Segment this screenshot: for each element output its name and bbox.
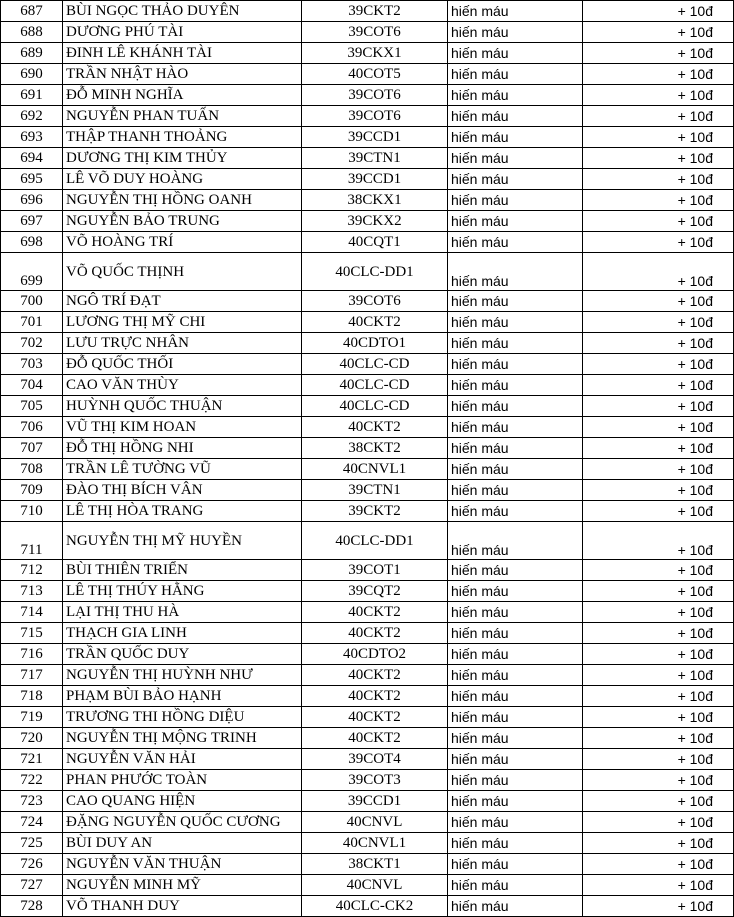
- table-row: [1, 686, 734, 707]
- class-code-cell: 40CKT2: [302, 623, 448, 644]
- activity-cell: hiến máu: [448, 728, 583, 749]
- class-code-cell: 39CKX1: [302, 43, 448, 64]
- activity-cell: hiến máu: [448, 190, 583, 211]
- class-code-cell: 39CKT2: [302, 1, 448, 22]
- activity-cell: hiến máu: [448, 522, 583, 560]
- student-name-cell: ĐỖ QUỐC THỐI: [63, 354, 302, 375]
- table-row: [1, 560, 734, 581]
- student-name-cell: NGUYỄN THỊ HUỲNH NHƯ: [63, 665, 302, 686]
- class-code-cell: 39CQT2: [302, 581, 448, 602]
- points-cell: + 10đ: [583, 644, 734, 665]
- class-code-cell: 40CLC-CD: [302, 375, 448, 396]
- row-number-cell: 698: [1, 232, 63, 253]
- points-cell: + 10đ: [583, 459, 734, 480]
- row-number-cell: 697: [1, 211, 63, 232]
- table-row: [1, 43, 734, 64]
- row-number-cell: 690: [1, 64, 63, 85]
- points-cell: + 10đ: [583, 375, 734, 396]
- student-name-cell: TRẦN LÊ TƯỜNG VŨ: [63, 459, 302, 480]
- activity-cell: hiến máu: [448, 770, 583, 791]
- activity-cell: hiến máu: [448, 232, 583, 253]
- class-code-cell: 39CCD1: [302, 791, 448, 812]
- student-name-cell: LÊ THỊ HÒA TRANG: [63, 501, 302, 522]
- activity-cell: hiến máu: [448, 686, 583, 707]
- activity-cell: hiến máu: [448, 438, 583, 459]
- student-name-cell: NGÔ TRÍ ĐẠT: [63, 291, 302, 312]
- table-row: [1, 728, 734, 749]
- table-row: [1, 644, 734, 665]
- points-cell: + 10đ: [583, 43, 734, 64]
- table-row: [1, 312, 734, 333]
- student-name-cell: LẠI THỊ THU HÀ: [63, 602, 302, 623]
- class-code-cell: 39CKX2: [302, 211, 448, 232]
- table-row: [1, 211, 734, 232]
- row-number-cell: 712: [1, 560, 63, 581]
- student-name-cell: CAO QUANG HIỆN: [63, 791, 302, 812]
- activity-cell: hiến máu: [448, 812, 583, 833]
- row-number-cell: 717: [1, 665, 63, 686]
- student-name-cell: HUỲNH QUỐC THUẬN: [63, 396, 302, 417]
- student-name-cell: BÙI DUY AN: [63, 833, 302, 854]
- activity-cell: hiến máu: [448, 375, 583, 396]
- row-number-cell: 695: [1, 169, 63, 190]
- activity-cell: hiến máu: [448, 253, 583, 291]
- row-number-cell: 701: [1, 312, 63, 333]
- activity-cell: hiến máu: [448, 581, 583, 602]
- table-row: [1, 770, 734, 791]
- student-name-cell: TRẦN NHẬT HÀO: [63, 64, 302, 85]
- points-cell: + 10đ: [583, 480, 734, 501]
- class-code-cell: 40CKT2: [302, 728, 448, 749]
- table-row: [1, 64, 734, 85]
- table-row: [1, 833, 734, 854]
- activity-cell: hiến máu: [448, 480, 583, 501]
- class-code-cell: 40CDTO1: [302, 333, 448, 354]
- table-row: [1, 148, 734, 169]
- row-number-cell: 688: [1, 22, 63, 43]
- activity-cell: hiến máu: [448, 854, 583, 875]
- row-number-cell: 693: [1, 127, 63, 148]
- row-number-cell: 718: [1, 686, 63, 707]
- class-code-cell: 39COT6: [302, 106, 448, 127]
- activity-cell: hiến máu: [448, 312, 583, 333]
- class-code-cell: 40COT5: [302, 64, 448, 85]
- activity-cell: hiến máu: [448, 354, 583, 375]
- class-code-cell: 40CKT2: [302, 602, 448, 623]
- class-code-cell: 38CKX1: [302, 190, 448, 211]
- student-name-cell: LƯU TRỰC NHÂN: [63, 333, 302, 354]
- student-name-cell: BÙI NGỌC THẢO DUYÊN: [63, 1, 302, 22]
- table-row: [1, 106, 734, 127]
- points-cell: + 10đ: [583, 169, 734, 190]
- table-row: [1, 417, 734, 438]
- points-cell: + 10đ: [583, 438, 734, 459]
- class-code-cell: 40CKT2: [302, 686, 448, 707]
- row-number-cell: 703: [1, 354, 63, 375]
- activity-cell: hiến máu: [448, 623, 583, 644]
- row-number-cell: 696: [1, 190, 63, 211]
- class-code-cell: 40CKT2: [302, 665, 448, 686]
- row-number-cell: 713: [1, 581, 63, 602]
- points-cell: + 10đ: [583, 833, 734, 854]
- class-code-cell: 39COT6: [302, 85, 448, 106]
- class-code-cell: 39CKT2: [302, 501, 448, 522]
- class-code-cell: 40CLC-CD: [302, 396, 448, 417]
- student-name-cell: DƯƠNG PHÚ TÀI: [63, 22, 302, 43]
- row-number-cell: 721: [1, 749, 63, 770]
- student-name-cell: PHAN PHƯỚC TOÀN: [63, 770, 302, 791]
- activity-cell: hiến máu: [448, 560, 583, 581]
- points-cell: + 10đ: [583, 791, 734, 812]
- student-name-cell: ĐỖ MINH NGHĨA: [63, 85, 302, 106]
- class-code-cell: 40CQT1: [302, 232, 448, 253]
- activity-cell: hiến máu: [448, 85, 583, 106]
- class-code-cell: 40CLC-DD1: [302, 522, 448, 560]
- student-name-cell: LÊ THỊ THÚY HẰNG: [63, 581, 302, 602]
- student-name-cell: LÊ VÕ DUY HOÀNG: [63, 169, 302, 190]
- table-row: [1, 232, 734, 253]
- table-row: [1, 812, 734, 833]
- student-name-cell: NGUYỄN MINH MỸ: [63, 875, 302, 896]
- activity-cell: hiến máu: [448, 665, 583, 686]
- row-number-cell: 711: [1, 522, 63, 560]
- points-cell: + 10đ: [583, 854, 734, 875]
- points-cell: + 10đ: [583, 623, 734, 644]
- student-name-cell: ĐẶNG NGUYỄN QUỐC CƯƠNG: [63, 812, 302, 833]
- activity-cell: hiến máu: [448, 459, 583, 480]
- student-name-cell: BÙI THIÊN TRIỂN: [63, 560, 302, 581]
- activity-cell: hiến máu: [448, 833, 583, 854]
- points-cell: + 10đ: [583, 875, 734, 896]
- student-name-cell: ĐỖ THỊ HỒNG NHI: [63, 438, 302, 459]
- class-code-cell: 39COT6: [302, 291, 448, 312]
- points-cell: + 10đ: [583, 333, 734, 354]
- row-number-cell: 708: [1, 459, 63, 480]
- points-cell: + 10đ: [583, 686, 734, 707]
- row-number-cell: 728: [1, 896, 63, 917]
- row-number-cell: 724: [1, 812, 63, 833]
- table-row: [1, 1, 734, 22]
- points-cell: + 10đ: [583, 354, 734, 375]
- activity-cell: hiến máu: [448, 602, 583, 623]
- activity-cell: hiến máu: [448, 707, 583, 728]
- activity-cell: hiến máu: [448, 875, 583, 896]
- class-code-cell: 40CNVL1: [302, 833, 448, 854]
- student-name-cell: ĐÀO THỊ BÍCH VÂN: [63, 480, 302, 501]
- points-cell: + 10đ: [583, 127, 734, 148]
- table-row: [1, 375, 734, 396]
- table-row: [1, 707, 734, 728]
- row-number-cell: 699: [1, 253, 63, 291]
- row-number-cell: 715: [1, 623, 63, 644]
- points-cell: + 10đ: [583, 232, 734, 253]
- student-name-cell: NGUYỄN VĂN HẢI: [63, 749, 302, 770]
- points-cell: + 10đ: [583, 560, 734, 581]
- class-code-cell: 40CKT2: [302, 417, 448, 438]
- table-row: [1, 896, 734, 917]
- student-name-cell: THẠCH GIA LINH: [63, 623, 302, 644]
- student-name-cell: NGUYỄN PHAN TUẤN: [63, 106, 302, 127]
- class-code-cell: 40CLC-CK2: [302, 896, 448, 917]
- points-cell: + 10đ: [583, 106, 734, 127]
- table-row: [1, 480, 734, 501]
- table-row: [1, 749, 734, 770]
- table-row: [1, 169, 734, 190]
- row-number-cell: 725: [1, 833, 63, 854]
- activity-cell: hiến máu: [448, 22, 583, 43]
- points-cell: + 10đ: [583, 417, 734, 438]
- points-cell: + 10đ: [583, 291, 734, 312]
- activity-cell: hiến máu: [448, 644, 583, 665]
- points-cell: + 10đ: [583, 581, 734, 602]
- class-code-cell: 39COT6: [302, 22, 448, 43]
- class-code-cell: 40CNVL: [302, 875, 448, 896]
- student-name-cell: PHẠM BÙI BẢO HẠNH: [63, 686, 302, 707]
- class-code-cell: 40CDTO2: [302, 644, 448, 665]
- points-cell: + 10đ: [583, 501, 734, 522]
- row-number-cell: 722: [1, 770, 63, 791]
- class-code-cell: 39COT3: [302, 770, 448, 791]
- row-number-cell: 689: [1, 43, 63, 64]
- table-row: [1, 22, 734, 43]
- activity-cell: hiến máu: [448, 896, 583, 917]
- activity-cell: hiến máu: [448, 1, 583, 22]
- points-cell: + 10đ: [583, 896, 734, 917]
- row-number-cell: 691: [1, 85, 63, 106]
- student-name-cell: VÕ HOÀNG TRÍ: [63, 232, 302, 253]
- class-code-cell: 38CKT1: [302, 854, 448, 875]
- points-cell: + 10đ: [583, 312, 734, 333]
- activity-cell: hiến máu: [448, 106, 583, 127]
- activity-cell: hiến máu: [448, 417, 583, 438]
- class-code-cell: 38CKT2: [302, 438, 448, 459]
- points-cell: + 10đ: [583, 253, 734, 291]
- student-name-cell: TRƯƠNG THI HỒNG DIỆU: [63, 707, 302, 728]
- row-number-cell: 702: [1, 333, 63, 354]
- student-name-cell: NGUYỄN THỊ MỸ HUYỀN: [63, 522, 302, 560]
- row-number-cell: 726: [1, 854, 63, 875]
- class-code-cell: 40CNVL: [302, 812, 448, 833]
- table-row: [1, 127, 734, 148]
- table-body: [1, 1, 734, 917]
- student-name-cell: NGUYỄN THỊ HỒNG OANH: [63, 190, 302, 211]
- activity-cell: hiến máu: [448, 791, 583, 812]
- student-name-cell: DƯƠNG THỊ KIM THỦY: [63, 148, 302, 169]
- row-number-cell: 692: [1, 106, 63, 127]
- points-cell: + 10đ: [583, 749, 734, 770]
- activity-cell: hiến máu: [448, 64, 583, 85]
- student-name-cell: VÕ QUỐC THỊNH: [63, 253, 302, 291]
- activity-cell: hiến máu: [448, 148, 583, 169]
- class-code-cell: 39COT4: [302, 749, 448, 770]
- points-cell: + 10đ: [583, 1, 734, 22]
- class-code-cell: 40CKT2: [302, 312, 448, 333]
- class-code-cell: 39CCD1: [302, 169, 448, 190]
- student-name-cell: VŨ THỊ KIM HOAN: [63, 417, 302, 438]
- points-cell: + 10đ: [583, 665, 734, 686]
- table-row: [1, 354, 734, 375]
- table-row: [1, 333, 734, 354]
- activity-cell: hiến máu: [448, 333, 583, 354]
- activity-cell: hiến máu: [448, 501, 583, 522]
- table-row: [1, 875, 734, 896]
- row-number-cell: 694: [1, 148, 63, 169]
- points-cell: + 10đ: [583, 190, 734, 211]
- points-cell: + 10đ: [583, 85, 734, 106]
- points-cell: + 10đ: [583, 211, 734, 232]
- activity-cell: hiến máu: [448, 43, 583, 64]
- row-number-cell: 700: [1, 291, 63, 312]
- table-row: [1, 602, 734, 623]
- row-number-cell: 706: [1, 417, 63, 438]
- class-code-cell: 40CKT2: [302, 707, 448, 728]
- row-number-cell: 687: [1, 1, 63, 22]
- points-cell: + 10đ: [583, 22, 734, 43]
- student-name-cell: LƯƠNG THỊ MỸ CHI: [63, 312, 302, 333]
- activity-cell: hiến máu: [448, 211, 583, 232]
- table-row: [1, 581, 734, 602]
- activity-cell: hiến máu: [448, 169, 583, 190]
- row-number-cell: 710: [1, 501, 63, 522]
- row-number-cell: 705: [1, 396, 63, 417]
- class-code-cell: 40CLC-CD: [302, 354, 448, 375]
- points-cell: + 10đ: [583, 522, 734, 560]
- table-row: [1, 522, 734, 560]
- points-cell: + 10đ: [583, 707, 734, 728]
- student-name-cell: NGUYỄN THỊ MỘNG TRINH: [63, 728, 302, 749]
- points-cell: + 10đ: [583, 728, 734, 749]
- row-number-cell: 714: [1, 602, 63, 623]
- student-name-cell: ĐINH LÊ KHÁNH TÀI: [63, 43, 302, 64]
- table-row: [1, 854, 734, 875]
- student-name-cell: TRẦN QUỐC DUY: [63, 644, 302, 665]
- row-number-cell: 716: [1, 644, 63, 665]
- student-name-cell: NGUYỄN VĂN THUẬN: [63, 854, 302, 875]
- table-row: [1, 85, 734, 106]
- row-number-cell: 720: [1, 728, 63, 749]
- table-row: [1, 291, 734, 312]
- row-number-cell: 704: [1, 375, 63, 396]
- row-number-cell: 727: [1, 875, 63, 896]
- student-name-cell: VÕ THANH DUY: [63, 896, 302, 917]
- row-number-cell: 719: [1, 707, 63, 728]
- table-row: [1, 253, 734, 291]
- activity-cell: hiến máu: [448, 749, 583, 770]
- activity-cell: hiến máu: [448, 291, 583, 312]
- student-name-cell: NGUYỄN BẢO TRUNG: [63, 211, 302, 232]
- student-name-cell: THẬP THANH THOẢNG: [63, 127, 302, 148]
- points-cell: + 10đ: [583, 64, 734, 85]
- row-number-cell: 723: [1, 791, 63, 812]
- points-cell: + 10đ: [583, 770, 734, 791]
- table-row: [1, 501, 734, 522]
- class-code-cell: 39COT1: [302, 560, 448, 581]
- table-row: [1, 190, 734, 211]
- class-code-cell: 39CTN1: [302, 148, 448, 169]
- student-name-cell: CAO VĂN THÙY: [63, 375, 302, 396]
- row-number-cell: 709: [1, 480, 63, 501]
- points-cell: + 10đ: [583, 396, 734, 417]
- points-cell: + 10đ: [583, 602, 734, 623]
- table-row: [1, 459, 734, 480]
- table-row: [1, 791, 734, 812]
- points-cell: + 10đ: [583, 812, 734, 833]
- class-code-cell: 39CCD1: [302, 127, 448, 148]
- points-cell: + 10đ: [583, 148, 734, 169]
- class-code-cell: 40CNVL1: [302, 459, 448, 480]
- table-row: [1, 623, 734, 644]
- table-row: [1, 396, 734, 417]
- row-number-cell: 707: [1, 438, 63, 459]
- table-row: [1, 665, 734, 686]
- activity-cell: hiến máu: [448, 396, 583, 417]
- class-code-cell: 40CLC-DD1: [302, 253, 448, 291]
- class-code-cell: 39CTN1: [302, 480, 448, 501]
- table-row: [1, 438, 734, 459]
- activity-cell: hiến máu: [448, 127, 583, 148]
